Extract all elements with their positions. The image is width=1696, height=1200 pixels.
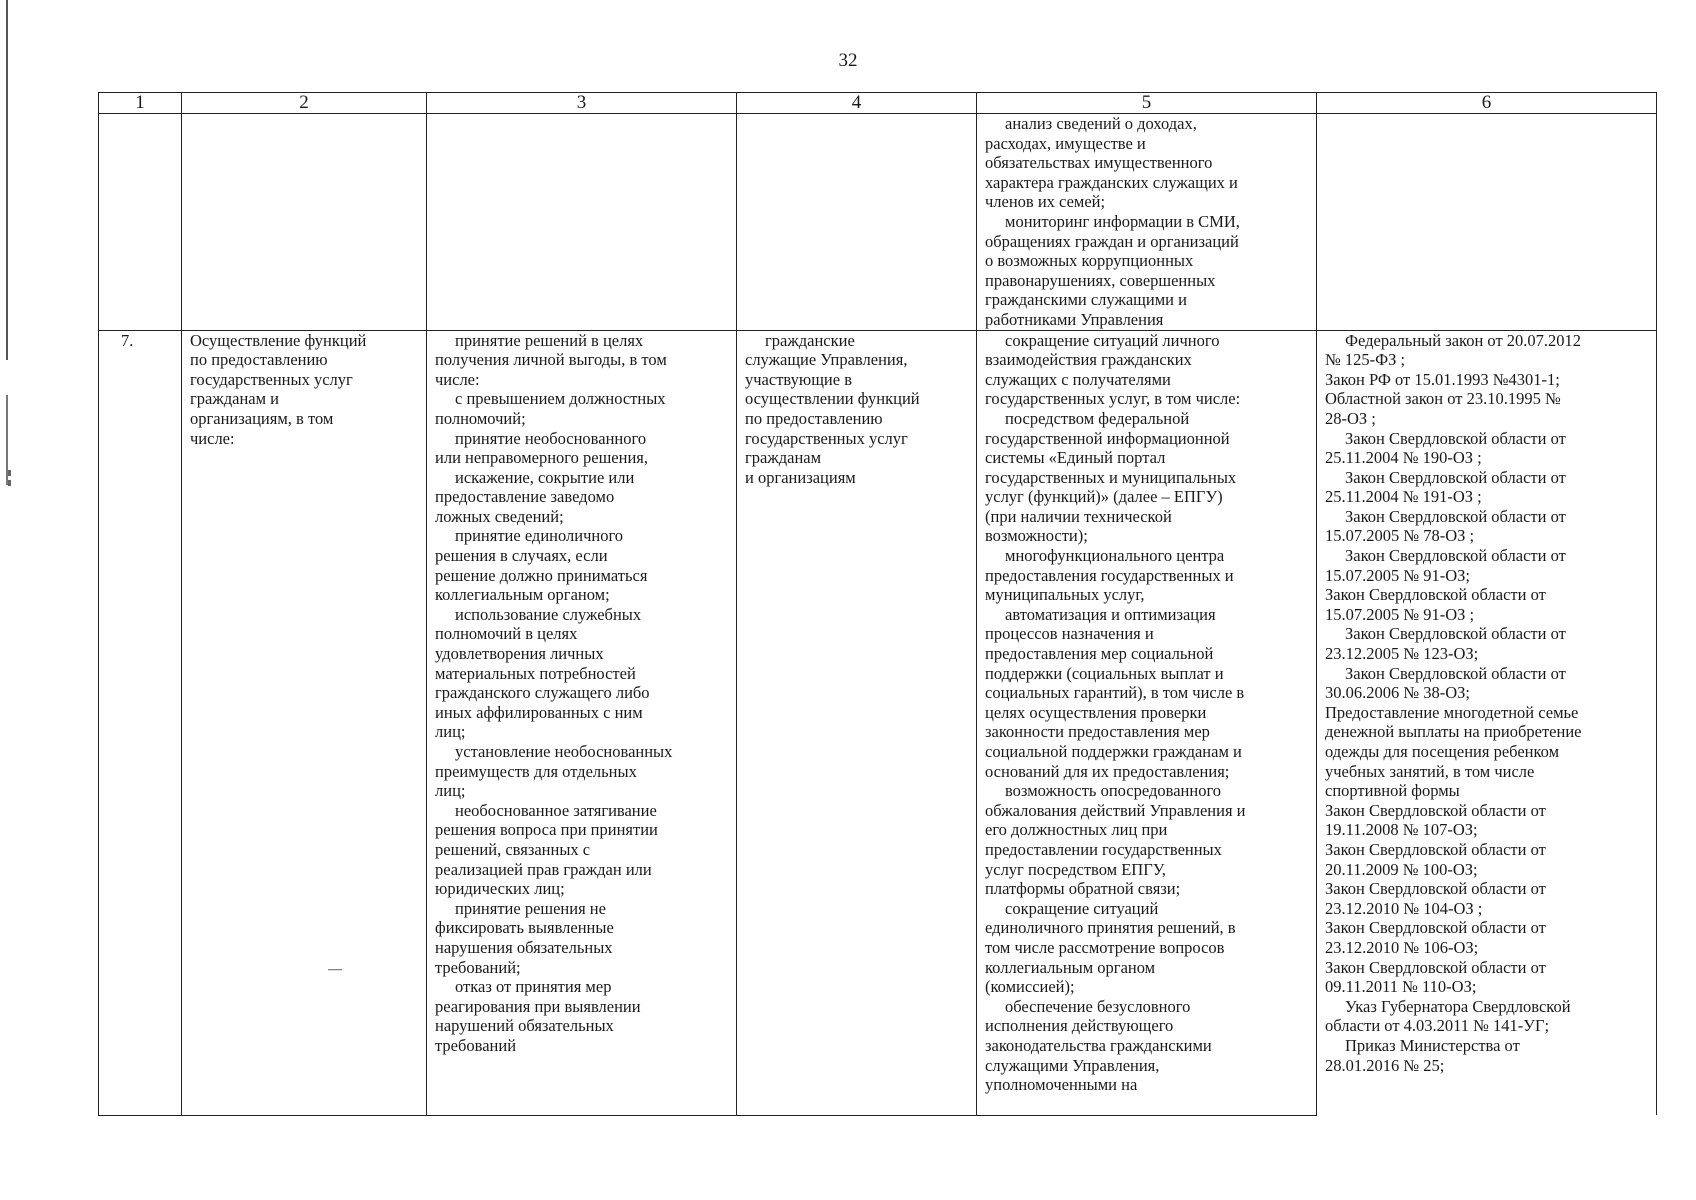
text-line: по предоставлению — [190, 350, 328, 370]
text-line: служащими Управления, — [985, 1055, 1160, 1075]
text-line: числе: — [435, 369, 480, 389]
text-line: социальной поддержки гражданам и — [985, 742, 1242, 761]
header-cell: 3 — [427, 93, 737, 114]
text-line: отказ от принятия мер — [455, 977, 612, 997]
text-line: обращениях граждан и организаций — [985, 231, 1239, 251]
text-line: услуг (функций)» (далее – ЕПГУ) — [985, 487, 1223, 507]
text-line: системы «Единый портал — [985, 448, 1166, 468]
text-line: государственных и муниципальных — [985, 467, 1237, 487]
header-cell: 5 — [977, 93, 1317, 114]
text-line: искажение, сокрытие или — [455, 467, 635, 487]
text-line: решений, связанных с — [435, 839, 591, 859]
cell-measures — [977, 330, 1317, 1115]
text-line: обеспечение безусловного — [1005, 996, 1191, 1016]
text-line: обжалования действий Управления и — [985, 800, 1246, 820]
text-line: реализацией прав граждан или — [435, 859, 652, 879]
text-line: 28-ОЗ ; — [1325, 408, 1376, 428]
cell-empty — [182, 114, 427, 331]
text-line: исполнения действующего — [985, 1016, 1174, 1036]
text-line: или неправомерного решения, — [435, 448, 648, 468]
text-line: Закон Свердловской области от — [1345, 467, 1566, 487]
text-line: анализ сведений о доходах, — [1005, 114, 1197, 133]
text-line: гражданскими служащими и — [985, 290, 1187, 310]
cell-function — [182, 330, 427, 1115]
text-line: поддержки (социальных выплат и — [985, 663, 1224, 683]
text-line: реагирования при выявлении — [435, 996, 641, 1016]
text-line: членов их семей; — [985, 192, 1106, 212]
text-line: числе: — [190, 428, 235, 448]
text-line: Закон РФ от 15.01.1993 №4301-1; — [1325, 369, 1560, 389]
text-line: том числе рассмотрение вопросов — [985, 937, 1225, 957]
text-line: 09.11.2011 № 110-ОЗ; — [1325, 977, 1477, 997]
text-line: организациям, в том — [190, 408, 334, 428]
text-line: расходах, имуществе и — [985, 133, 1146, 153]
text-line: государственной информационной — [985, 428, 1230, 448]
text-line: 25.11.2004 № 190-ОЗ ; — [1325, 448, 1482, 468]
text-line: государственных услуг, в том числе: — [985, 389, 1241, 409]
text-line: удовлетворения личных — [435, 644, 604, 664]
text-line: 15.07.2005 № 78-ОЗ ; — [1325, 526, 1475, 546]
cell-empty — [99, 114, 182, 331]
text-line: по предоставлению — [745, 408, 883, 428]
text-line: необоснованное затягивание — [455, 800, 657, 820]
text-line: муниципальных услуг, — [985, 585, 1145, 605]
text-line: 15.07.2005 № 91-ОЗ ; — [1325, 604, 1475, 624]
text-line: с превышением должностных — [455, 389, 666, 409]
text-line: (при наличии технической — [985, 506, 1172, 526]
cell-empty — [737, 114, 977, 331]
text-line: работниками Управления — [985, 309, 1164, 329]
text-line: процессов назначения и — [985, 624, 1154, 644]
text-line: получения личной выгоды, в том — [435, 350, 667, 370]
text-line: участвующие в — [745, 369, 852, 389]
text-line: предоставлении государственных — [985, 839, 1222, 859]
text-line: иных аффилированных с ним — [435, 702, 643, 722]
text-line: законности предоставления мер — [985, 722, 1210, 742]
text-line: возможность опосредованного — [1005, 781, 1222, 801]
text-line: мониторинг информации в СМИ, — [1005, 211, 1240, 231]
text-line: Закон Свердловской области от — [1325, 879, 1546, 899]
cell-measures-continued — [977, 114, 1317, 331]
text-line: сокращение ситуаций — [1005, 898, 1159, 918]
text-line: оснований для их предоставления; — [985, 761, 1230, 781]
text-line: взаимодействия гражданских — [985, 350, 1192, 370]
text-line: нарушения обязательных — [435, 937, 613, 957]
text-line: 23.12.2010 № 106-ОЗ; — [1325, 937, 1479, 957]
text-line: решения вопроса при принятии — [435, 820, 658, 840]
text-line: Закон Свердловской области от — [1345, 428, 1566, 448]
text-line: денежной выплаты на приобретение — [1325, 722, 1582, 742]
text-line: государственных услуг — [745, 428, 908, 448]
header-cell: 6 — [1317, 93, 1657, 114]
text-line: гражданские — [765, 330, 855, 350]
text-line: Осуществление функций — [190, 330, 367, 350]
scan-tick — [8, 480, 11, 486]
text-line: Приказ Министерства от — [1345, 1035, 1520, 1055]
text-line: Закон Свердловской области от — [1325, 800, 1546, 820]
text-line: требований — [435, 1035, 517, 1055]
text-line: нарушений обязательных — [435, 1016, 614, 1036]
page-number: 32 — [838, 50, 858, 71]
text-line: служащих с получателями — [985, 369, 1171, 389]
text-line: коллегиальным органом; — [435, 585, 610, 605]
cell-empty — [1317, 114, 1657, 331]
text-line: Закон Свердловской области от — [1325, 957, 1546, 977]
text-line: уполномоченными на — [985, 1075, 1138, 1095]
text-line: решения в случаях, если — [435, 546, 608, 566]
text-line: полномочий; — [435, 408, 526, 428]
header-row — [99, 93, 1657, 114]
text-line: его должностных лиц при — [985, 820, 1168, 840]
header-cell: 1 — [99, 93, 182, 114]
text-line: предоставление заведомо — [435, 487, 615, 507]
text-line: Предоставление многодетной семье — [1325, 702, 1579, 722]
text-line: учебных занятий, в том числе — [1325, 761, 1535, 781]
text-line: предоставления мер социальной — [985, 644, 1214, 664]
text-line: служащие Управления, — [745, 350, 908, 370]
text-line: принятие решения не — [455, 898, 606, 918]
text-line: 23.12.2005 № 123-ОЗ; — [1325, 644, 1479, 664]
text-line: материальных потребностей — [435, 663, 636, 683]
cell-empty — [427, 114, 737, 331]
text-line: 19.11.2008 № 107-ОЗ; — [1325, 820, 1478, 840]
text-line: Закон Свердловской области от — [1345, 624, 1566, 644]
row-number: 7. — [99, 330, 182, 1115]
text-line: одежды для посещения ребенком — [1325, 742, 1560, 761]
text-line: полномочий в целях — [435, 624, 578, 644]
text-line: возможности); — [985, 526, 1088, 546]
text-line: принятие необоснованного — [455, 428, 647, 448]
text-line: лиц; — [435, 781, 466, 801]
text-line: гражданам и — [190, 389, 280, 409]
text-line: целях осуществления проверки — [985, 702, 1207, 722]
text-line: коллегиальным органом — [985, 957, 1156, 977]
text-line: Федеральный закон от 20.07.2012 — [1345, 330, 1582, 350]
scan-tick — [8, 470, 11, 476]
text-line: автоматизация и оптимизация — [1005, 604, 1216, 624]
text-line: фиксировать выявленные — [435, 918, 614, 938]
text-line: 23.12.2010 № 104-ОЗ ; — [1325, 898, 1483, 918]
text-line: законодательства гражданскими — [985, 1035, 1212, 1055]
text-line: осуществлении функций — [745, 389, 920, 409]
table-row-7 — [99, 330, 1657, 1115]
text-line: Закон Свердловской области от — [1325, 839, 1546, 859]
text-line: требований; — [435, 957, 521, 977]
text-line: спортивной формы — [1325, 781, 1460, 801]
text-line: услуг посредством ЕПГУ, — [985, 859, 1166, 879]
text-line: 25.11.2004 № 191-ОЗ ; — [1325, 487, 1482, 507]
text-line: предоставления государственных и — [985, 565, 1234, 585]
cell-risks — [427, 330, 737, 1115]
text-line: сокращение ситуаций личного — [1005, 330, 1220, 350]
text-line: ложных сведений; — [435, 506, 564, 526]
text-line: 28.01.2016 № 25; — [1325, 1055, 1445, 1075]
text-line: и организациям — [745, 467, 856, 487]
text-line: многофункционального центра — [1005, 546, 1225, 566]
text-line: Закон Свердловской области от — [1345, 546, 1566, 566]
text-line: Указ Губернатора Свердловской — [1345, 996, 1571, 1016]
text-line: Закон Свердловской области от — [1345, 663, 1566, 683]
text-line: области от 4.03.2011 № 141-УГ; — [1325, 1016, 1550, 1036]
cell-positions — [737, 330, 977, 1115]
header-cell: 4 — [737, 93, 977, 114]
text-line: Закон Свердловской области от — [1345, 506, 1566, 526]
text-line: о возможных коррупционных — [985, 251, 1194, 271]
text-line: юридических лиц; — [435, 879, 565, 899]
text-line: № 125-ФЗ ; — [1325, 350, 1406, 370]
text-line: характера гражданских служащих и — [985, 172, 1238, 192]
text-line: государственных услуг — [190, 369, 353, 389]
text-line: гражданам — [745, 448, 822, 468]
text-line: единоличного принятия решений, в — [985, 918, 1236, 938]
cell-legal-basis — [1317, 330, 1657, 1115]
text-line: платформы обратной связи; — [985, 879, 1181, 899]
text-line: посредством федеральной — [1005, 408, 1190, 428]
text-line: принятие единоличного — [455, 526, 624, 546]
text-line: гражданского служащего либо — [435, 683, 650, 703]
text-line: правонарушениях, совершенных — [985, 270, 1216, 290]
header-cell: 2 — [182, 93, 427, 114]
text-line: (комиссией); — [985, 977, 1075, 997]
text-line: обязательствах имущественного — [985, 153, 1213, 173]
text-line: Закон Свердловской области от — [1325, 585, 1546, 605]
text-line: лиц; — [435, 722, 466, 742]
table-row-continuation — [99, 114, 1657, 331]
text-line: принятие решений в целях — [455, 330, 644, 350]
text-line: использование служебных — [455, 604, 642, 624]
text-line: 20.11.2009 № 100-ОЗ; — [1325, 859, 1478, 879]
text-line: преимуществ для отдельных — [435, 761, 637, 781]
text-line: 30.06.2006 № 38-ОЗ; — [1325, 683, 1471, 703]
stray-mark: — — [328, 962, 342, 977]
text-line: решение должно приниматься — [435, 565, 648, 585]
text-line: установление необоснованных — [455, 742, 673, 761]
text-line: Закон Свердловской области от — [1325, 918, 1546, 938]
text-line: 15.07.2005 № 91-ОЗ; — [1325, 565, 1471, 585]
text-line: Областной закон от 23.10.1995 № — [1325, 389, 1561, 409]
text-line: социальных гарантий), в том числе в — [985, 683, 1245, 703]
